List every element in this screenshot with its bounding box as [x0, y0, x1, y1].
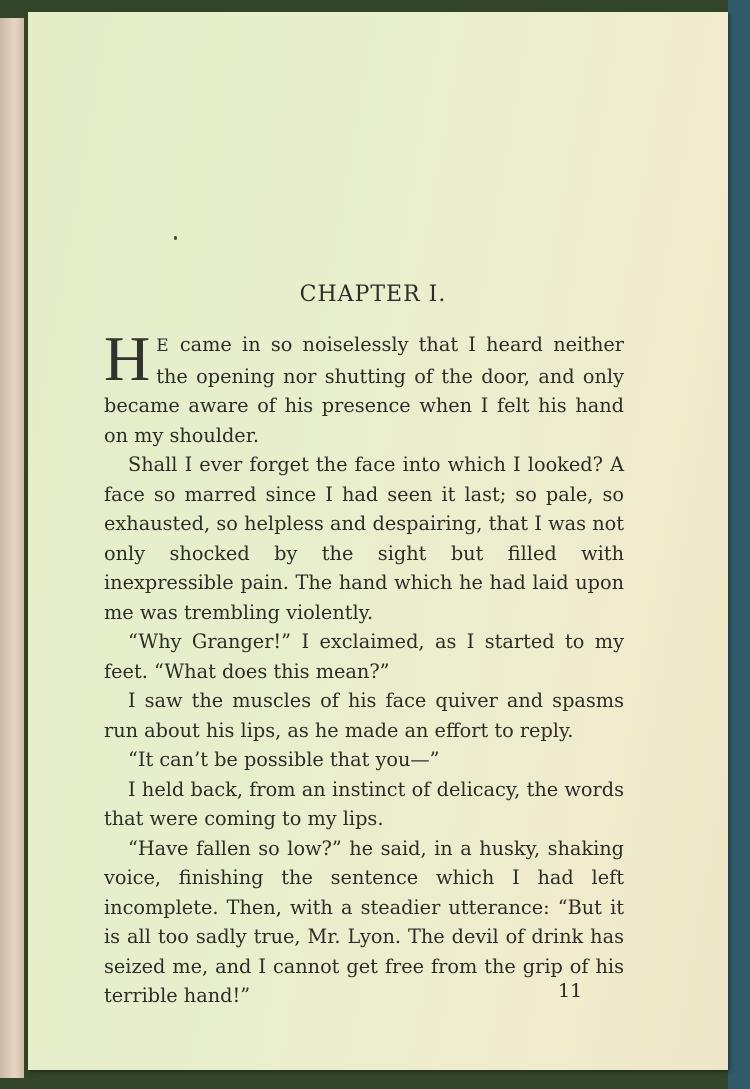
paragraph-1-text: came in so noiselessly that I heard neither the opening nor shutting of the door, and only became aware of his presence when I felt his hand on my shoulder.: [104, 333, 624, 447]
left-page-edge: [0, 18, 24, 1078]
paragraph-6: I held back, from an instinct of delicacy, the words that were coming to my lips.: [104, 777, 624, 830]
ink-speck: [174, 236, 177, 240]
chapter-heading: CHAPTER I.: [299, 282, 447, 307]
paragraph-5: “It can’t be possible that you—”: [128, 748, 440, 771]
book-cover-edge: [728, 0, 750, 1089]
paragraph-7: “Have fallen so low?” he said, in a husky, shaking voice, finishing the sentence which I had left incomplete. Then, with a steadier utterance: “But it is all too sadly true, Mr. Lyon. The devil of drink has seized me, and I cannot get free from the grip of his terrible hand!”: [104, 836, 624, 1007]
book-page: [28, 12, 728, 1070]
chapter-text: [104, 323, 624, 1011]
paragraph-4: I saw the muscles of his face quiver and spasms run about his lips, as he made an effort to reply.: [104, 689, 624, 742]
first-word-rest: E: [156, 336, 170, 356]
page-number: 11: [558, 980, 583, 1002]
paragraph-1: [104, 323, 624, 450]
paragraph-3: “Why Granger!” I exclaimed, as I started to my feet. “What does this mean?”: [104, 630, 624, 683]
drop-cap: H: [104, 323, 151, 394]
paragraph-2: Shall I ever forget the face into which I looked? A face so marred since I had seen it last; so pale, so exhausted, so helpless and despairing, that I was not only shocked by the sight but filled with inexpressible pain. The hand which he had laid upon me was trembling violently.: [104, 453, 624, 624]
